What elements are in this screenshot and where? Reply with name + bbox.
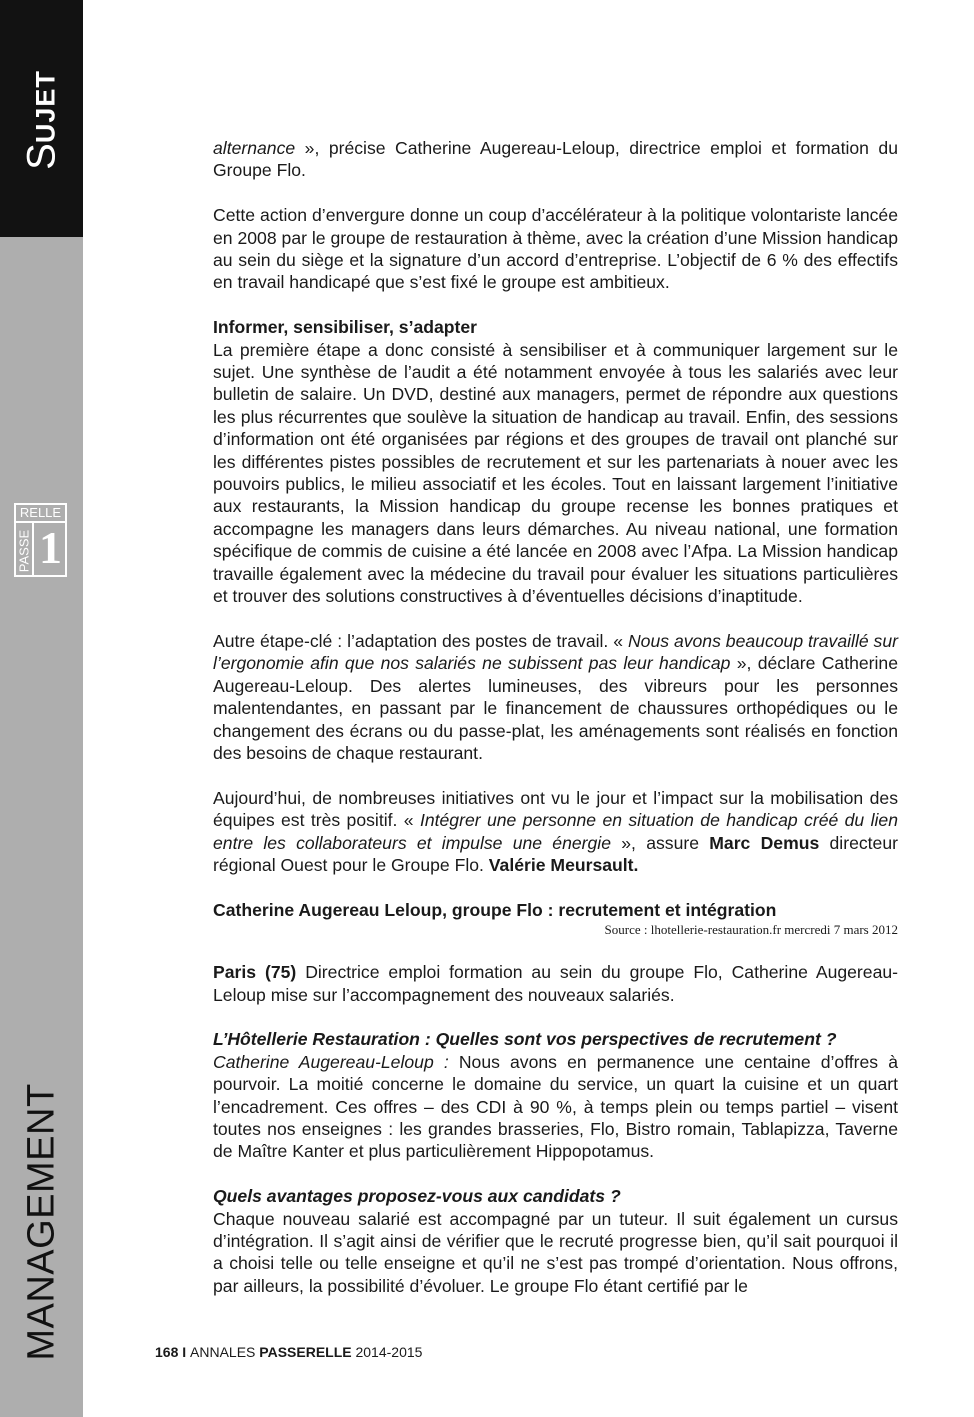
logo-number: 1	[39, 522, 62, 573]
logo-passe-text: PASSE	[16, 529, 32, 573]
sujet-label: SUJET	[19, 70, 64, 170]
subheading-interview: Catherine Augereau Leloup, groupe Flo : recrutement et intégration	[213, 899, 777, 920]
paragraph-4: Autre étape-clé : l’adaptation des postes de travail. « Nous avons beaucoup travaillé sur l’ergonomie afin que nos salariés ne subissent pas leur handicap », déclare Catherine Augereau-Leloup. Des alertes lumineuses, des vibreurs pour les personnes malentendantes, en passant par le financement de chaussures orthopédiques ou le changement des écrans ou du passe-plat, les aménagements sont réalisés en fonction des besoins de chaque restaurant.	[213, 630, 898, 763]
page-footer: 168 I ANNALES PASSERELLE 2014-2015	[155, 1344, 423, 1360]
paragraph-2: Cette action d’envergure donne un coup d’accélérateur à la politique volontariste lancée en 2008 par le groupe de restauration à thème, avec la création d’une Mission handicap au sein du siège et la signature d’un accord d’entreprise. L’objectif de 6 % des effectifs en travail handicapé que s’est fixé le groupe est ambitieux.	[213, 205, 898, 293]
source-line: Source : lhotellerie-restauration.fr mercredi 7 mars 2012	[604, 922, 898, 938]
subheading-informer: Informer, sensibiliser, s’adapter	[213, 317, 478, 338]
paragraph-6: Paris (75) Directrice emploi formation au sein du groupe Flo, Catherine Augereau-Leloup mise sur l’accompagnement des nouveaux salariés.	[213, 962, 899, 1005]
logo-divider	[32, 521, 34, 575]
paragraph-5: Aujourd’hui, de nombreuses initiatives ont vu le jour et l’impact sur la mobilisation des équipes est très positif. « Intégrer une personne en situation de handicap créé du lien entre les collaborateurs et impulse une énergie », assure Marc Demus directeur régional Ouest pour le Groupe Flo. Valérie Meursault.	[213, 787, 898, 875]
answer-2: Chaque nouveau salarié est accompagné par un tuteur. Il suit également un cursus d’intégration. Il s’agit ainsi de vérifier que le recruté progresse bien, qu’il sait pourquoi il a choisi telle ou telle enseigne et qu’il ne s’est pas trompé d’orientation. Nous offrons, par ailleurs, la possibilité d’évoluer. Le groupe Flo étant certifié par le	[213, 1208, 898, 1296]
footer-brand: PASSERELLE	[259, 1344, 352, 1360]
paragraph-1: alternance », précise Catherine Augereau-Leloup, directrice emploi et formation du Groupe Flo.	[213, 138, 898, 181]
section-label: MANAGEMENT	[20, 1083, 63, 1361]
paragraph-3: La première étape a donc consisté à sensibiliser et à communiquer largement sur le sujet. Une synthèse de l’audit a été notamment envoyée à tous les salariés avec leur bulletin de salaire. Un DVD, destiné aux managers, permet de répondre aux questions les plus récurrentes que soulève la situation de handicap au travail. Enfin, des sessions d’information ont été organisées par régions et des groupes de travail ont planché sur les différentes pistes possibles de recrutement et sur les partenariats à nouer avec les pouvoirs publics, le milieu associatif et les écoles. Tout en laissant largement l’initiative aux restaurants, la Mission handicap du groupe recense les bonnes pratiques et accompagne les managers dans leurs démarches. Au niveau national, une formation spécifique de commis de cuisine a été lancée en 2008 avec l’Afpa. La Mission handicap travaille également avec la médecine du travail pour évaluer les situations particulières et trouver des solutions constructives à d’éventuelles décisions d’inaptitude.	[213, 339, 898, 607]
answer-1: Catherine Augereau-Leloup : Nous avons en permanence une centaine d’offres à pourvoir. La moitié concerne le domaine du service, un quart la cuisine et un quart l’encadrement. Ces offres – des CDI à 90 %, à temps plein ou temps partiel – visent toutes nos enseignes : les grandes brasseries, Flo, Bistro romain, Tablapizza, Taverne de Maître Kanter et plus particulièrement Hippopotamus.	[213, 1051, 898, 1162]
logo-relle-text: RELLE	[16, 505, 65, 523]
article-body	[213, 137, 898, 1297]
question-1: L’Hôtellerie Restauration : Quelles sont vos perspectives de recrutement ?	[213, 1029, 837, 1050]
question-2: Quels avantages proposez-vous aux candidats ?	[213, 1186, 621, 1207]
page-number: 168	[155, 1344, 179, 1360]
passerelle-1-logo	[14, 503, 67, 577]
